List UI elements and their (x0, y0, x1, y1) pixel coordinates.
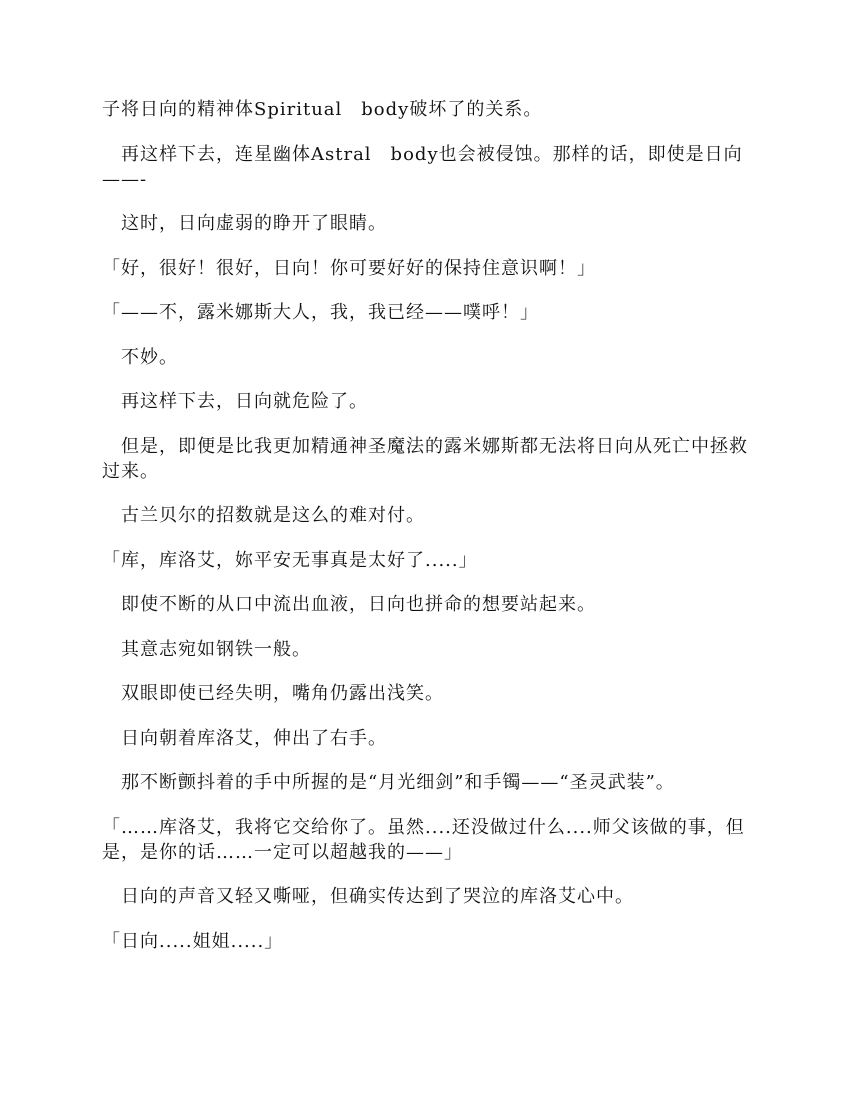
paragraph: 不妙。 (102, 346, 178, 368)
paragraph: 再这样下去，连星幽体Astral body也会被侵蚀。那样的话，即使是日向——- (102, 143, 743, 190)
paragraph: 「日向.....姐姐.....」 (102, 930, 284, 952)
paragraph: 「库，库洛艾，妳平安无事真是太好了.....」 (102, 549, 478, 571)
paragraph: 其意志宛如钢铁一般。 (102, 638, 311, 660)
paragraph: 「——不，露米娜斯大人，我，我已经——噗呼！」 (102, 302, 539, 323)
paragraph: 即使不断的从口中流出血液，日向也拼命的想要站起来。 (102, 594, 596, 615)
paragraph: 子将日向的精神体Spiritual body破坏了的关系。 (102, 99, 543, 120)
document-body (102, 97, 748, 973)
paragraph: 这时，日向虚弱的睁开了眼睛。 (102, 213, 387, 234)
paragraph: 「好，很好！很好，日向！你可要好好的保持住意识啊！」 (102, 257, 596, 279)
paragraph: 再这样下去，日向就危险了。 (102, 391, 368, 412)
paragraph: 但是，即便是比我更加精通神圣魔法的露米娜斯都无法将日向从死亡中拯救过来。 (102, 435, 748, 482)
paragraph: 双眼即使已经失明，嘴角仍露出浅笑。 (102, 683, 444, 704)
paragraph: 那不断颤抖着的手中所握的是“月光细剑”和手镯——“圣灵武装”。 (102, 772, 675, 793)
paragraph: 日向的声音又轻又嘶哑，但确实传达到了哭泣的库洛艾心中。 (102, 886, 634, 907)
paragraph: 日向朝着库洛艾，伸出了右手。 (102, 727, 387, 749)
paragraph: 古兰贝尔的招数就是这么的难对付。 (102, 505, 425, 526)
paragraph: 「……库洛艾，我将它交给你了。虽然....还没做过什么....师父该做的事，但是，是你的话……一定可以超越我的——」 (102, 816, 745, 863)
